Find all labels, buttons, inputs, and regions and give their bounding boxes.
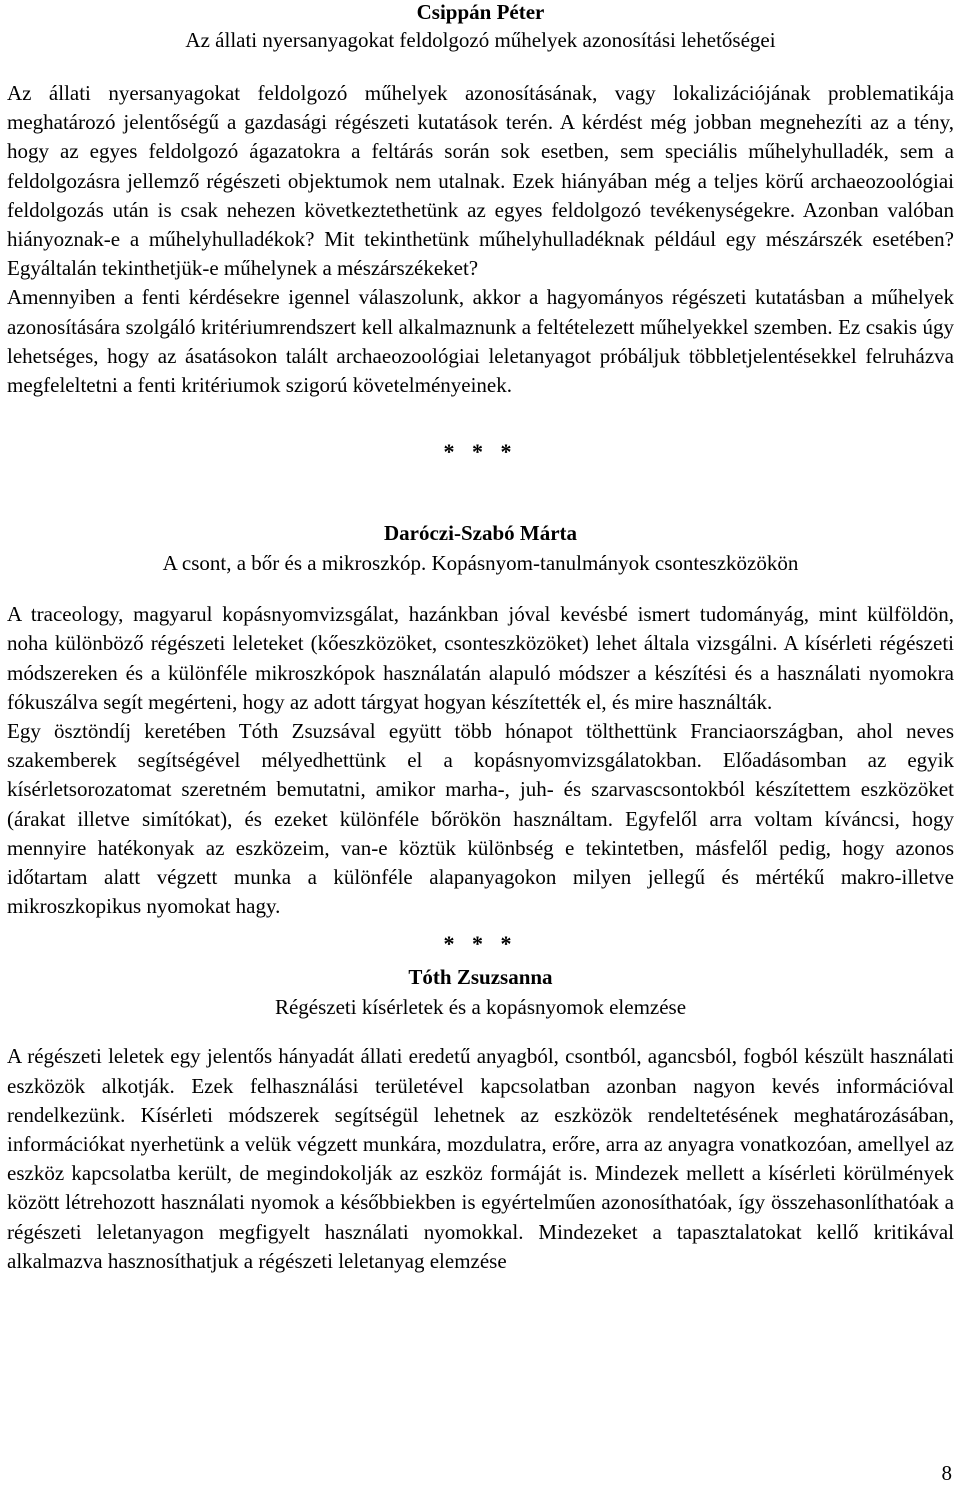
abstract-section	[7, 0, 954, 400]
document-page	[7, 0, 954, 1276]
page-number: 8	[941, 1461, 952, 1485]
paragraph: Az állati nyersanyagokat feldolgozó műhelyek azonosításának, vagy lokalizációjának problematikája meghatározó jelentőségű a gazdasági régészeti kutatások terén. A kérdést még jobban megnehezíti az a tény, hogy az egyes feldolgozó ágazatokra a feltárás során sok esetben, sem speciális műhelyhulladék, sem a feldolgozásra jellemző régészeti objektumok nem utalnak. Ezek hiányában még a teljes körű archaeozoológiai feldolgozás után is csak nehezen következtethetünk az egyes feldolgozó tevékenységekre. Azonban valóban hiányoznak-e a műhelyhulladékok? Mit tekinthetünk műhelyhulladéknak például egy mészárszék esetében? Egyáltalán tekinthetjük-e műhelynek a mészárszékeket?	[7, 81, 954, 281]
paragraph: Amennyiben a fenti kérdésekre igennel válaszolunk, akkor a hagyományos régészeti kutatásban a műhelyek azonosítására szolgáló kritériumrendszert kell alkalmaznunk a feltételezett műhelyekkel szemben. Ez csakis úgy lehetséges, hogy az ásatásokon talált archaeozoológiai leletanyagot próbáljuk többletjelentésekkel felruházva megfeleltetni a fenti kritériumok szigorú követelményeinek.	[7, 285, 954, 398]
abstract-section	[7, 521, 954, 921]
abstract-title: A csont, a bőr és a mikroszkóp. Kopásnyom-tanulmányok csonteszközökön	[162, 551, 799, 576]
paragraph: A traceology, magyarul kopásnyomvizsgálat, hazánkban jóval kevésbé ismert tudományág, mint külföldön, noha különböző régészeti leleteket (kőeszközöket, csonteszközöket) lehet általa vizsgálni. A kísérleti régészeti módszereken és a különféle mikroszkópok használatán alapuló módszer a készítési és a használati nyomokra fókuszálva segít megérteni, hogy az adott tárgyat hogyan készítették el, és mire használták.	[7, 602, 954, 714]
section-separator: * * *	[443, 931, 518, 957]
abstract-title: Az állati nyersanyagokat feldolgozó műhelyek azonosítási lehetőségei	[185, 28, 776, 52]
author-name: Csippán Péter	[416, 0, 545, 24]
author-name: Daróczi-Szabó Márta	[383, 521, 578, 546]
paragraph: Egy ösztöndíj keretében Tóth Zsuzsával együtt több hónapot tölthettünk Franciaországban, ahol neves szakemberek segítségével mélyedhettünk el a kopásnyomvizsgálatokban. Előadásomban az egyik kísérletsorozatomat szeretném bemutatni, amikor marha-, juh- és szarvascsontokból készítettem eszközöket (árakat illetve simítókat), és ezeket különféle bőrökön használtam. Egyfelől arra voltam kíváncsi, hogy mennyire hatékonyak az eszközeim, van-e köztük különbség e tekintetben, másfelől pedig, hogy azonos időtartam alatt végzett munka a különféle alapanyagokon milyen jellegű és mértékű makro-illetve mikroszkopikus nyomokat hagy.	[7, 719, 954, 919]
abstract-section	[7, 965, 954, 1276]
section-separator: * * *	[443, 439, 518, 465]
abstract-title: Régészeti kísérletek és a kopásnyomok elemzése	[274, 995, 687, 1020]
paragraph: A régészeti leletek egy jelentős hányadát állati eredetű anyagból, csontból, agancsból, fogból készült használati eszközök alkotják. Ezek felhasználási területével kapcsolatban azonban nagyon kevés információval rendelkezünk. Kísérleti módszerek segítségül lehetnek az eszközök rendeltetésének meghatározásában, információkat nyerhetünk a velük végzett munkára, mozdulatra, erőre, arra az anyagra vonatkozóan, amellyel az eszköz kapcsolatba került, de megindokolják az eszköz formáját is. Mindezek mellett a kísérleti körülmények között létrehozott használati nyomok a későbbiekben is egyértelműen azonosíthatóak, így összehasonlíthatóak a régészeti leletanyagon megfigyelt használati nyomokkal. Mindezeket a tapasztalatokat kellő kritikával alkalmazva hasznosíthatjuk a régészeti leletanyag elemzése	[7, 1044, 954, 1273]
author-name: Tóth Zsuzsanna	[408, 965, 553, 990]
